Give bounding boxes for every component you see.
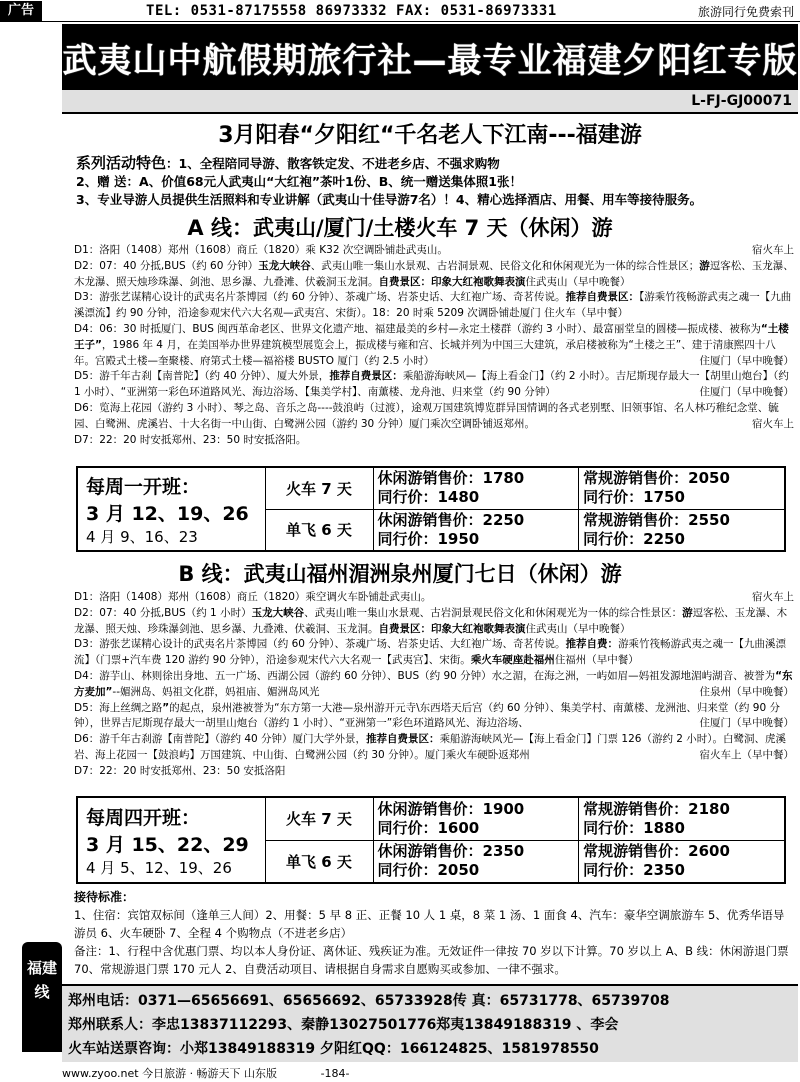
regular-price-cell — [579, 509, 785, 551]
day-text: 乘船游海峡风光—【海上看金门】门票 126（游约 2 小时）。白鹭洞、虎溪岩、海上花园一【鼓浪屿】万国建筑、中山街、白鹭洲公园（约 30 分钟）。厦门乘火车硬卧返郑州 — [74, 733, 787, 761]
day-lodging: 宿火车上 — [752, 244, 794, 256]
day-lodging: 住厦门（早中晚餐） — [699, 386, 794, 399]
leisure-price: 休闲游销售价：2350 — [377, 842, 525, 861]
regular-price: 常规游销售价：2050 — [583, 469, 730, 488]
leisure-price-cell — [373, 797, 579, 840]
day-text: D4：游芋山、林则徐出身地、五一广场、西湖公园（游约 60 分钟）、BUS（约 90 分钟）水之湄，在海之洲，一屿如眉—妈祖发源地湄屿湖音、被誉为 — [74, 669, 776, 682]
feature-line-3: 3、专业导游人员提供生活照料和专业讲解（武夷山十佳导游7名）！4、精心选择酒店、用餐、用车等接待服务。 — [76, 192, 703, 207]
day-highlight: 玉龙大峡谷 — [251, 606, 305, 619]
regular-peer-price: 同行价：2350 — [583, 861, 685, 880]
day-text: 【游乘竹筏畅游武夷之魂一【九曲溪漂流】约 90 分钟，沿途参观宋代六大名观—武夷宫、宋街）。18：20 时乘 5209 次调卧铺赴厦门 住火车（早中餐） — [74, 291, 792, 320]
itinerary-day — [74, 243, 794, 259]
zhengzhou-contacts: 郑州联系人：李忠13837112293、秦静13027501776郑夷13849188319 、李会 — [68, 1017, 619, 1033]
day-text: D7：22：20 时安抵郑州、23：50 时安抵洛阳。 — [74, 433, 307, 446]
line-b-itinerary — [74, 590, 794, 780]
day-lodging: 宿火车上 — [752, 417, 794, 430]
leisure-price: 休闲游销售价：1780 — [377, 469, 525, 488]
day-text: 、武夷山唯一集山水景观、古岩洞景观民俗文化和休闲观光为一体的综合性景区： — [304, 606, 683, 619]
regular-price: 常规游销售价：2600 — [583, 842, 730, 861]
day-highlight: 推荐自费景区： — [329, 370, 403, 383]
line-a-title: A 线：武夷山/厦门/土楼火车 7 天（休闲）游 — [187, 216, 613, 240]
day-text: 乘船游海峡风—【海上看金门】（约 2 小时）。吉尼斯现存最大一【胡里山炮台】（约 1 小时）、“亚洲第一彩色环道路风光、海边浴场、【集美学村】、南薰楼、龙舟池、归来堂（约 90 分钟） — [74, 370, 789, 399]
day-text: D4：06：30 时抵厦门、BUS 闽西革命老区、世界文化遗产地、福建最美的乡村—永定土楼群（游约 3 小时）、最富丽堂皇的圆楼—振成楼、被称为 — [74, 322, 761, 335]
schedule-cell — [77, 467, 265, 551]
itinerary-day — [74, 764, 794, 780]
day-text: D1：洛阳（1408）郑州（1608）商丘（1820）乘空调火车卧铺赴武夷山。 — [74, 591, 432, 603]
day-highlight: “东方麦加” — [74, 669, 793, 698]
leisure-peer-price: 同行价：1950 — [377, 529, 480, 548]
day-text: 逗客松、玉龙瀑、木龙瀑、照天烛珍珠瀑、剑池、思乡瀑、九叠滩、伏羲洞玉龙洞。 — [74, 259, 794, 288]
day-text: ，1986 年 4 月，在美国举办世界建筑模型展览会上，振成楼与雍和宫、长城并列为中国三大建筑，承启楼被称为“土楼之王”、建于清康熙四十八年。宫殿式土楼—奎聚楼、府第式土楼—福裕楼 BUSTO 厦门（约 2.5 小时） — [74, 338, 776, 367]
leisure-price: 休闲游销售价：1900 — [377, 799, 525, 818]
leisure-price: 休闲游销售价：2250 — [377, 510, 525, 529]
footer-site: www.zyoo.net 今日旅游 · 畅游天下 山东版 — [62, 1067, 278, 1080]
day-highlight: 推荐自费景区： — [366, 733, 440, 746]
schedule-head: 每周四开班： — [86, 806, 201, 829]
day-text: D5：游千年古刹【南普陀】（约 40 分钟）、厦大外景， — [74, 370, 330, 383]
day-highlight: 自费景区：印象大红袍歌舞表演 — [378, 275, 526, 288]
service-standards — [74, 888, 794, 978]
mode-cell: 火车 7 天 — [265, 467, 373, 509]
leisure-price-cell — [373, 509, 579, 551]
itinerary-day — [74, 637, 794, 669]
day-lodging: 住厦门（早中晚餐） — [699, 354, 794, 367]
ad-label: 广告 — [0, 1, 42, 21]
day-text: 逗客松、玉龙瀑、木龙瀑、照天烛、珍珠瀑剑池、思乡瀑、九叠滩、伏羲洞、玉龙洞。 — [74, 606, 788, 635]
day-text: 住福州（早中餐） — [554, 654, 639, 667]
day-text: 的起点，泉州港被誉为“东方第一大港—泉州游开元寺\东西塔天后宫（约 60 分钟）、集美学村、南薰楼、龙洲池、归来堂（约 90 分钟），世界吉尼斯现存最大一胡里山炮台（游约 1 小时）、“亚洲第一”彩色环道路风光、海边浴场、 — [74, 701, 780, 730]
standards-notes: 备注：1、行程中含优惠门票、均以本人身份证、离休证、残疾证为准。无效证件一律按 70 岁以下计算。70 岁以上 A、B 线：休闲游退门票 70、常规游退门票 170 元人 2、自费活动项目、请根据自身需求自愿购买或参加、一律不强求。 — [74, 944, 789, 976]
contact-block — [62, 984, 798, 1062]
leisure-price-cell — [373, 840, 579, 883]
footer — [62, 1066, 798, 1082]
standards-line-1: 1、住宿：宾馆双标间（逢单三人间）2、用餐：5 早 8 正、正餐 10 人 1 桌，8 菜 1 汤、1 面食 4、汽车：豪华空调旅游车 5、优秀华语导游员 6、火车硬卧 7、全程 4 个购物点（不进老乡店） — [74, 908, 785, 940]
line-b-title: B 线：武夷山福州湄洲泉州厦门七日（休闲）游 — [178, 562, 622, 586]
mode-cell: 火车 7 天 — [265, 797, 373, 840]
itinerary-day — [74, 732, 794, 764]
feature-line-1 — [76, 152, 500, 173]
day-highlight: ” — [162, 701, 170, 714]
day-lodging: 宿火车上 — [752, 591, 794, 603]
line-a-price-table — [76, 466, 786, 552]
mode-cell: 单飞 6 天 — [265, 840, 373, 883]
day-text: 、武夷山唯一集山水景观、古岩洞景观、民俗文化和休闲观光为一体的综合性景区； — [310, 259, 700, 272]
free-catalog-label: 旅游同行免费索刊 — [697, 5, 794, 19]
day-text: D2：07：40 分抵,BUS（约 60 分钟） — [74, 259, 259, 272]
day-text: --媚洲岛、妈祖文化群，妈祖庙、媚洲岛风光 — [112, 685, 320, 698]
day-text: D6：览海上花园（游约 3 小时）、琴之岛、音乐之岛----鼓浪屿（过渡），途观万国建筑博览群异国情调的各式老别墅、旧领事馆、名人林巧稚纪念堂、毓园、白鹭洲、虎溪岩、十大名街一中山街、白鹭洲公园（游约 30 分钟）厦门乘次空调卧铺返郑州。 — [74, 401, 779, 430]
main-title: 3月阳春“夕阳红“千名老人下江南---福建游 — [218, 123, 642, 148]
itinerary-day — [74, 590, 794, 606]
license-code: L-FJ-GJ00071 — [62, 90, 798, 114]
schedule-dates-1: 3 月 15、22、29 — [86, 833, 249, 856]
day-highlight: 玉龙大峡谷 — [258, 259, 311, 272]
station-ticket-contact: 火车站送票咨询：小郑13849188319 夕阳红QQ：166124825、1581978550 — [68, 1041, 599, 1057]
regular-price-cell — [579, 797, 785, 840]
day-highlight: 自费景区：印象大红袍歌舞表演 — [378, 622, 526, 635]
leisure-price-cell — [373, 467, 579, 509]
day-highlight: 游 — [682, 606, 693, 619]
contact-line: TEL: 0531-87175558 86973332 FAX: 0531-86973331 — [146, 2, 557, 19]
day-text: 住武夷山（早中晚餐） — [525, 622, 631, 635]
day-text: D1：洛阳（1408）郑州（1608）商丘（1820）乘 K32 次空调卧铺赴武夷山。 — [74, 244, 448, 256]
day-text: D6：游千年古刹游【南普陀】（游约 40 分钟）厦门大学外景， — [74, 733, 367, 746]
feature-line-2: 2、赠 送：A、价值68元人武夷山“大红袍”茶叶1份、B、统一赠送集体照1张！ — [76, 174, 522, 189]
day-highlight: 推荐自费： — [565, 638, 619, 651]
leisure-peer-price: 同行价：1600 — [377, 818, 480, 837]
day-lodging: 住厦门（早中晚餐） — [699, 717, 794, 730]
side-tab-fujian: 福建线 — [22, 942, 62, 1052]
top-bar — [0, 0, 800, 22]
itinerary-day — [74, 369, 794, 401]
day-text: D2：07：40 分抵,BUS（约 1 小时） — [74, 606, 252, 619]
schedule-dates-2: 4 月 9、16、23 — [86, 527, 198, 546]
feature-text-1: ：1、全程陪同导游、散客铁定发、不进老乡店、不强求购物 — [166, 156, 500, 171]
day-lodging: 住泉州（早中晚餐） — [699, 685, 794, 698]
itinerary-day — [74, 606, 794, 638]
regular-price-cell — [579, 840, 785, 883]
schedule-head: 每周一开班： — [86, 475, 201, 498]
day-text: 游乘竹筏畅游武夷之魂一【九曲溪漂流】（门票+汽车费 120 游约 90 分钟），沿途参观宋代六大名观一【武夷宫】、宋街。 — [74, 638, 787, 667]
itinerary-day — [74, 259, 794, 291]
agency-banner: 武夷山中航假期旅行社—最专业福建夕阳红专版 — [62, 24, 798, 90]
day-text: D3：游张艺谋精心设计的武夷名片茶博园（约 60 分钟）、茶魂广场、岩茶史话、大红袍广场、奇茗传说。 — [74, 638, 566, 651]
page-number: -184- — [320, 1067, 350, 1080]
day-highlight: 游 — [699, 259, 710, 272]
schedule-dates-1: 3 月 12、19、26 — [86, 502, 249, 525]
standards-heading: 接待标准： — [74, 890, 135, 904]
regular-peer-price: 同行价：2250 — [583, 529, 685, 548]
day-highlight: “土楼王子” — [74, 322, 789, 351]
day-text: 住武夷山（早中晚餐） — [525, 275, 631, 288]
regular-peer-price: 同行价：1750 — [583, 488, 685, 507]
day-lodging: 宿火车上（早中餐） — [699, 748, 794, 761]
line-b-price-table — [76, 796, 786, 884]
itinerary-day — [74, 322, 794, 369]
leisure-peer-price: 同行价：2050 — [377, 861, 480, 880]
regular-price: 常规游销售价：2180 — [583, 799, 730, 818]
schedule-cell — [77, 797, 265, 883]
regular-price-cell — [579, 467, 785, 509]
leisure-peer-price: 同行价：1480 — [377, 488, 480, 507]
regular-price: 常规游销售价：2550 — [583, 510, 730, 529]
itinerary-day — [74, 701, 794, 733]
itinerary-day — [74, 401, 794, 433]
day-text: D3：游张艺谋精心设计的武夷名片茶博园（约 60 分钟）、茶魂广场、岩茶史话、大红袍广场、奇茗传说。 — [74, 291, 566, 304]
day-highlight: 乘火车硬座赴福州 — [470, 654, 555, 667]
schedule-dates-2: 4 月 5、12、19、26 — [86, 858, 232, 877]
itinerary-day — [74, 669, 794, 701]
regular-peer-price: 同行价：1880 — [583, 818, 685, 837]
mode-cell: 单飞 6 天 — [265, 509, 373, 551]
day-text: D7：22：20 时安抵郑州、23：50 安抵洛阳 — [74, 764, 286, 777]
line-a-itinerary — [74, 243, 794, 448]
day-text: D5：海上丝绸之路 — [74, 701, 163, 714]
itinerary-day — [74, 433, 794, 449]
feature-heading: 系列活动特色 — [76, 154, 167, 172]
itinerary-day — [74, 290, 794, 322]
zhengzhou-phone: 郑州电话：0371—65656691、65656692、65733928传 真：65731778、65739708 — [68, 993, 670, 1009]
day-highlight: 推荐自费景区： — [565, 291, 640, 304]
